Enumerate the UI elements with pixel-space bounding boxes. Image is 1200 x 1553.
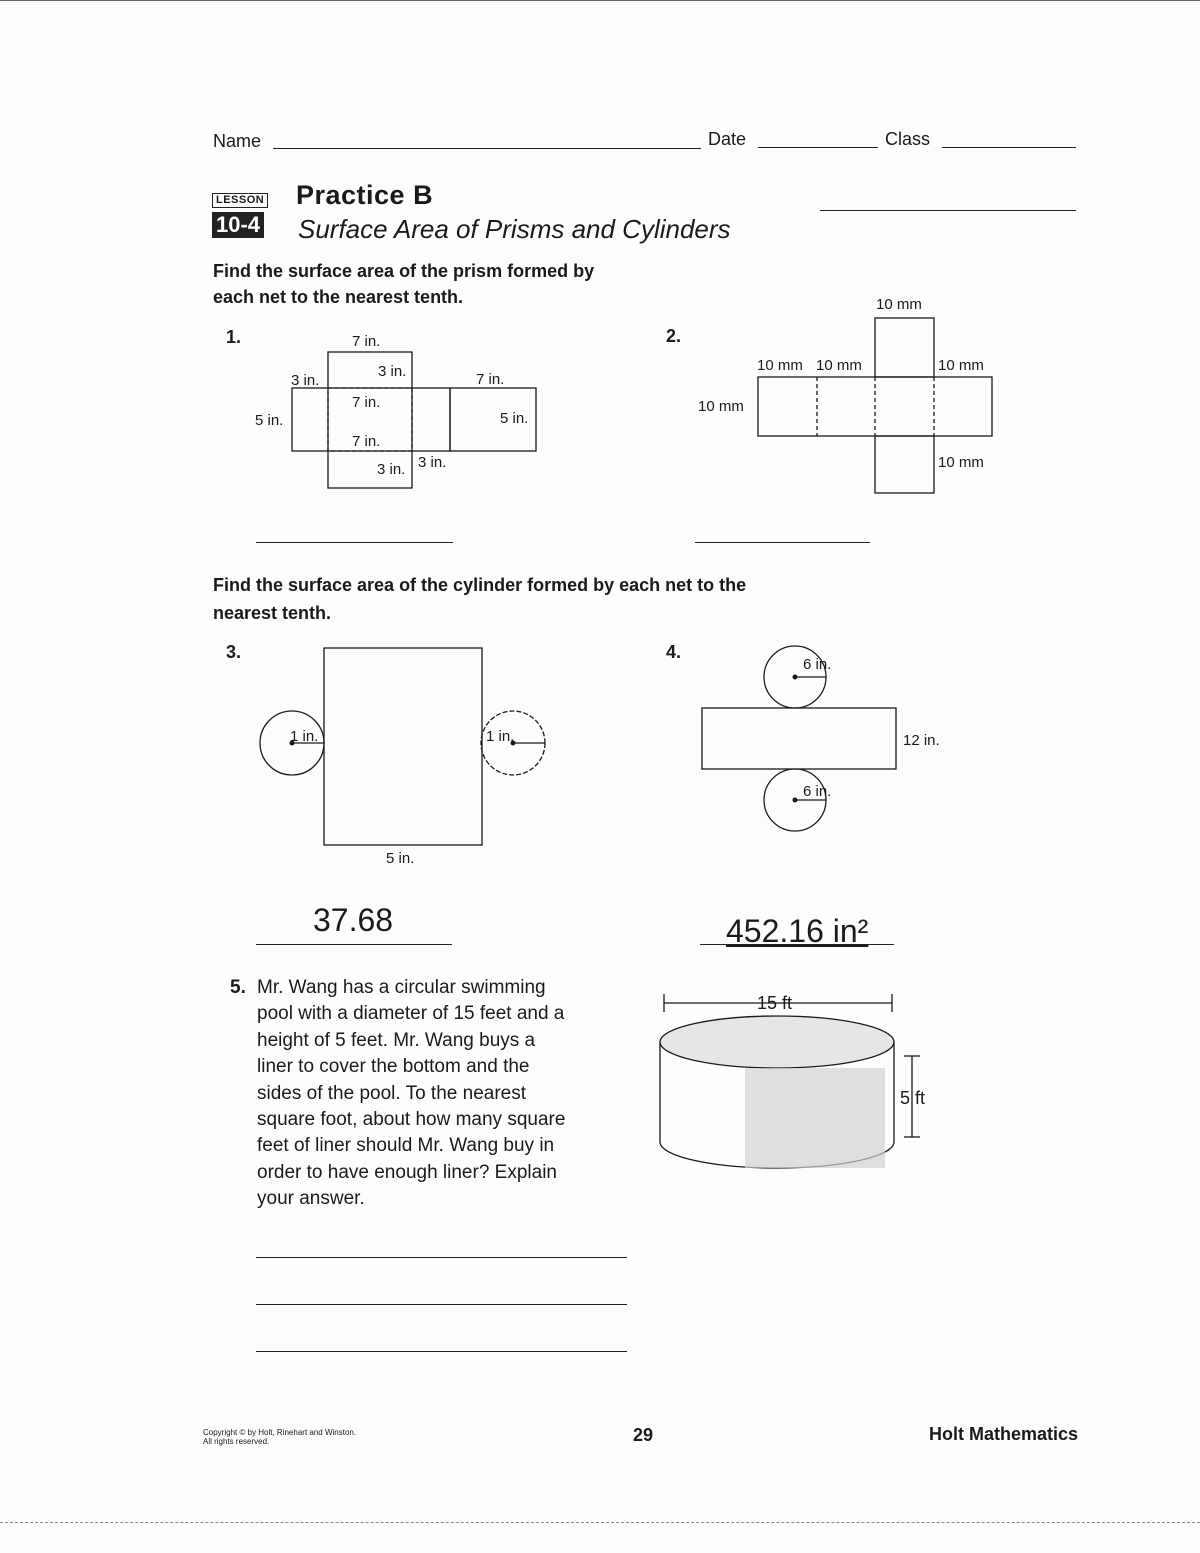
q2-label-face4: 10 mm: [938, 357, 984, 374]
q1-answer-line[interactable]: [256, 542, 453, 543]
lesson-tag: LESSON: [212, 193, 268, 208]
q3-label-length: 5 in.: [386, 850, 415, 867]
q5-line-8: order to have enough liner? Explain: [257, 1161, 557, 1183]
question-5-text: [257, 975, 627, 1213]
name-label: Name: [213, 131, 262, 151]
question-5-number: 5.: [230, 977, 246, 998]
q3-answer: 37.68: [313, 902, 394, 938]
question-2-number: 2.: [666, 326, 682, 346]
q3-label-radius-right: 1 in.: [486, 728, 515, 745]
scan-edge-bottom: [0, 1522, 1200, 1523]
q2-label-face2: 10 mm: [816, 357, 862, 374]
q2-label-bottom: 10 mm: [938, 454, 984, 471]
question-3-number: 3.: [226, 642, 242, 662]
date-label: Date: [708, 129, 747, 149]
q1-label-top: 7 in.: [352, 333, 381, 350]
q5-line-9: your answer.: [257, 1188, 365, 1210]
q5-line-3: height of 5 feet. Mr. Wang buys a: [257, 1029, 536, 1051]
copyright-line-1: Copyright © by Holt, Rinehart and Winston.: [203, 1428, 357, 1437]
question-4-number: 4.: [666, 642, 682, 662]
q1-label-bottom-edge: 7 in.: [352, 433, 381, 450]
question-1-number: 1.: [226, 327, 242, 347]
section1-instruction-line2: each net to the nearest tenth.: [213, 287, 464, 307]
scan-edge-top: [0, 0, 1200, 1]
q3-answer-line[interactable]: [256, 944, 452, 945]
q4-label-radius-top: 6 in.: [803, 656, 832, 673]
q5-line-6: square foot, about how many square: [257, 1109, 566, 1131]
copyright-notice: [203, 1428, 356, 1446]
q1-label-bottom-face: 3 in.: [377, 461, 406, 478]
q1-label-right-top: 7 in.: [476, 371, 505, 388]
q1-label-bottom-side: 3 in.: [418, 454, 447, 471]
publisher-brand: Holt Mathematics: [929, 1424, 1079, 1444]
q5-answer-line-1[interactable]: [256, 1257, 627, 1258]
page-title: Practice B: [296, 180, 434, 210]
q1-label-top-face: 3 in.: [378, 363, 407, 380]
q1-label-center: 7 in.: [352, 394, 381, 411]
pool-diameter-label: 15 ft: [757, 993, 793, 1013]
q3-label-radius-left: 1 in.: [290, 728, 319, 745]
q5-line-1: Mr. Wang has a circular swimming: [257, 977, 546, 998]
q5-line-5: sides of the pool. To the nearest: [257, 1082, 526, 1104]
q1-label-right: 5 in.: [500, 410, 529, 427]
q5-answer-line-3[interactable]: [256, 1351, 627, 1352]
q2-answer-line[interactable]: [695, 542, 870, 543]
lesson-number: 10-4: [212, 212, 264, 238]
pool-height-label: 5 ft: [900, 1088, 926, 1108]
q5-line-7: feet of liner should Mr. Wang buy in: [257, 1135, 555, 1157]
page-number: 29: [633, 1425, 654, 1445]
cylinder-net-4: [702, 646, 896, 831]
q5-line-2: pool with a diameter of 15 feet and a: [257, 1003, 565, 1025]
class-label: Class: [885, 129, 931, 149]
q2-label-face1: 10 mm: [757, 357, 803, 374]
q4-answer-line[interactable]: [700, 944, 894, 945]
page-subtitle: Surface Area of Prisms and Cylinders: [298, 214, 731, 244]
q1-label-left-side: 3 in.: [291, 372, 320, 389]
q5-line-4: liner to cover the bottom and the: [257, 1056, 530, 1078]
cylinder-net-3: [260, 648, 545, 845]
q2-label-left: 10 mm: [698, 398, 744, 415]
pool-figure: [660, 994, 920, 1168]
section2-instruction-line2: nearest tenth.: [213, 603, 332, 623]
section2-instruction-line1: Find the surface area of the cylinder formed by each net to the: [213, 575, 747, 595]
copyright-line-2: All rights reserved.: [203, 1437, 270, 1446]
q4-label-radius-bottom: 6 in.: [803, 783, 832, 800]
q1-label-left: 5 in.: [255, 412, 284, 429]
q4-label-height: 12 in.: [903, 732, 940, 749]
section1-instruction-line1: Find the surface area of the prism formed by: [213, 261, 595, 281]
q5-answer-line-2[interactable]: [256, 1304, 627, 1305]
q4-answer: 452.16 in²: [726, 913, 869, 949]
q2-label-top: 10 mm: [876, 296, 922, 313]
